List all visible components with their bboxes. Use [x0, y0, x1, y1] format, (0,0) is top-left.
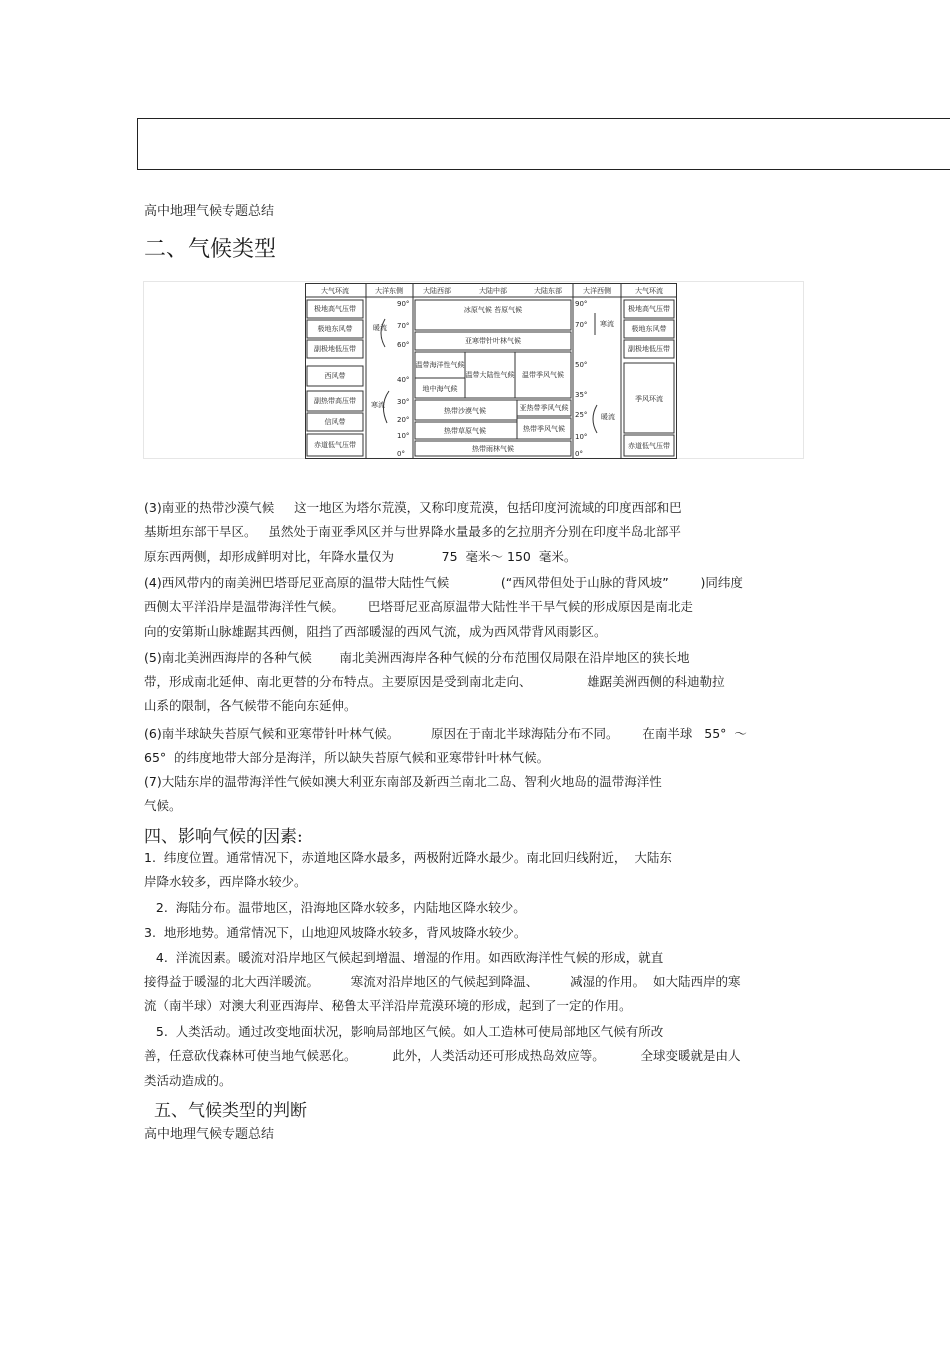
left-belt: 信风带: [324, 418, 346, 426]
climate-label: 地中海气候: [422, 385, 458, 393]
col-header: 大洋西侧: [583, 287, 611, 295]
section-2-title: 二、气候类型: [144, 237, 277, 262]
climate-label: 热带季风气候: [523, 425, 565, 433]
paragraph-line: 3. 地形地势。通常情况下，山地迎风坡降水较多，背风坡降水较少。: [144, 925, 527, 940]
right-belt: 极地高气压带: [628, 305, 670, 313]
lat-label: 35°: [575, 391, 588, 399]
paragraph-line: (4)西风带内的南美洲巴塔哥尼亚高原的温带大陆性气候 (“西风带但处于山脉的背风坡” )同纬度: [144, 575, 743, 590]
lat-label: 30°: [397, 398, 410, 406]
paragraph-line: 1. 纬度位置。通常情况下，赤道地区降水最多，两极附近降水最少。南北回归线附近， 大陆东: [144, 850, 672, 865]
lat-label: 10°: [575, 433, 588, 441]
lat-label: 10°: [397, 432, 410, 440]
left-belt: 赤道低气压带: [314, 441, 356, 449]
lat-label: 0°: [397, 450, 405, 458]
paragraph-line: 4. 洋流因素。暖流对沿岸地区气候起到增温、增湿的作用。如西欧海洋性气候的形成，就直: [144, 950, 664, 965]
paragraph-line: 西侧太平洋沿岸是温带海洋性气候。 巴塔哥尼亚高原温带大陆性半干旱气候的形成原因是南北走: [144, 599, 693, 614]
climate-label: 亚寒带针叶林气候: [465, 337, 521, 345]
paragraph-line: (7)大陆东岸的温带海洋性气候如澳大利亚东南部及新西兰南北二岛、智利火地岛的温带海洋性: [144, 774, 662, 789]
climate-label: 亚热带季风气候: [519, 404, 569, 412]
climate-label: 温带大陆性气候: [465, 371, 515, 379]
lat-label: 0°: [575, 450, 583, 458]
left-belt: 西风带: [324, 372, 346, 380]
paragraph-line: (3)南亚的热带沙漠气候 这一地区为塔尔荒漠，又称印度荒漠，包括印度河流域的印度西部和巴: [144, 500, 682, 515]
page-footer: 高中地理气候专题总结: [144, 1127, 275, 1142]
left-belt: 副极地低压带: [314, 345, 356, 353]
paragraph-line: 5. 人类活动。通过改变地面状况，影响局部地区气候。如人工造林可使局部地区气候有所改: [144, 1024, 664, 1039]
current-label: 暖流: [601, 413, 615, 421]
section-4-title: 四、影响气候的因素:: [144, 827, 303, 847]
top-frame: [137, 118, 950, 170]
col-header: 大洋东侧: [375, 287, 403, 295]
climate-diagram: [305, 283, 677, 459]
current-label: 寒流: [600, 320, 614, 328]
page-header: 高中地理气候专题总结: [144, 204, 275, 219]
right-belt: 赤道低气压带: [628, 442, 670, 450]
lat-label: 90°: [397, 300, 410, 308]
paragraph-line: (6)南半球缺失苔原气候和亚寒带针叶林气候。 原因在于南北半球海陆分布不同。 在南半球 55° ～: [144, 726, 747, 741]
climate-label: 热带草原气候: [444, 427, 486, 435]
climate-label: 热带沙漠气候: [444, 407, 486, 415]
col-header: 大陆中部: [479, 287, 507, 295]
paragraph-line: 65° 的纬度地带大部分是海洋，所以缺失苔原气候和亚寒带针叶林气候。: [144, 750, 550, 765]
lat-label: 70°: [575, 321, 588, 329]
current-label: 暖流: [373, 324, 387, 332]
lat-label: 70°: [397, 322, 410, 330]
paragraph-line: 接得益于暖湿的北大西洋暖流。 寒流对沿岸地区的气候起到降温、 减湿的作用。 如大陆西岸的寒: [144, 974, 741, 989]
left-belt: 副热带高压带: [314, 397, 356, 405]
lat-label: 90°: [575, 300, 588, 308]
climate-label: 温带海洋性气候: [415, 361, 465, 369]
current-label: 寒流: [371, 401, 385, 409]
paragraph-line: 气候。: [144, 798, 182, 813]
paragraph-line: 流（南半球）对澳大利亚西海岸、秘鲁太平洋沿岸荒漠环境的形成，起到了一定的作用。: [144, 998, 632, 1013]
climate-label: 温带季风气候: [522, 371, 564, 379]
climate-distribution-figure: [305, 283, 677, 459]
lat-label: 50°: [575, 361, 588, 369]
lat-label: 60°: [397, 341, 410, 349]
paragraph-line: 带，形成南北延伸、南北更替的分布特点。主要原因是受到南北走向、 雄踞美洲西侧的科迪勒拉: [144, 674, 725, 689]
lat-label: 20°: [397, 416, 410, 424]
col-header: 大陆东部: [534, 287, 562, 295]
paragraph-line: 原东西两侧，却形成鲜明对比，年降水量仅为 75 毫米～ 150 毫米。: [144, 549, 577, 564]
left-belt: 极地东风带: [317, 325, 353, 333]
right-belt: 副极地低压带: [628, 345, 670, 353]
col-header: 大气环流: [321, 287, 349, 295]
col-header: 大陆西部: [423, 287, 451, 295]
section-5-title: 五、气候类型的判断: [154, 1101, 307, 1121]
climate-label: 冰原气候 苔原气候: [463, 306, 523, 314]
left-belt: 极地高气压带: [314, 305, 356, 313]
paragraph-line: 岸降水较多，西岸降水较少。: [144, 874, 307, 889]
col-header: 大气环流: [635, 287, 663, 295]
lat-label: 25°: [575, 411, 588, 419]
right-belt: 季风环流: [635, 395, 663, 403]
paragraph-line: (5)南北美洲西海岸的各种气候 南北美洲西海岸各种气候的分布范围仅局限在沿岸地区的狭长地: [144, 650, 690, 665]
paragraph-line: 基斯坦东部干旱区。 虽然处于南亚季风区并与世界降水量最多的乞拉朋齐分别在印度半岛北部平: [144, 524, 681, 539]
climate-label: 热带雨林气候: [472, 445, 514, 453]
paragraph-line: 向的安第斯山脉雄踞其西侧，阻挡了西部暖湿的西风气流，成为西风带背风雨影区。: [144, 624, 607, 639]
lat-label: 40°: [397, 376, 410, 384]
paragraph-line: 2. 海陆分布。温带地区，沿海地区降水较多，内陆地区降水较少。: [144, 900, 526, 915]
right-belt: 极地东风带: [631, 325, 667, 333]
paragraph-line: 类活动造成的。: [144, 1073, 232, 1088]
paragraph-line: 山系的限制，各气候带不能向东延伸。: [144, 698, 357, 713]
paragraph-line: 善，任意砍伐森林可使当地气候恶化。 此外，人类活动还可形成热岛效应等。 全球变暖就是由人: [144, 1048, 741, 1063]
